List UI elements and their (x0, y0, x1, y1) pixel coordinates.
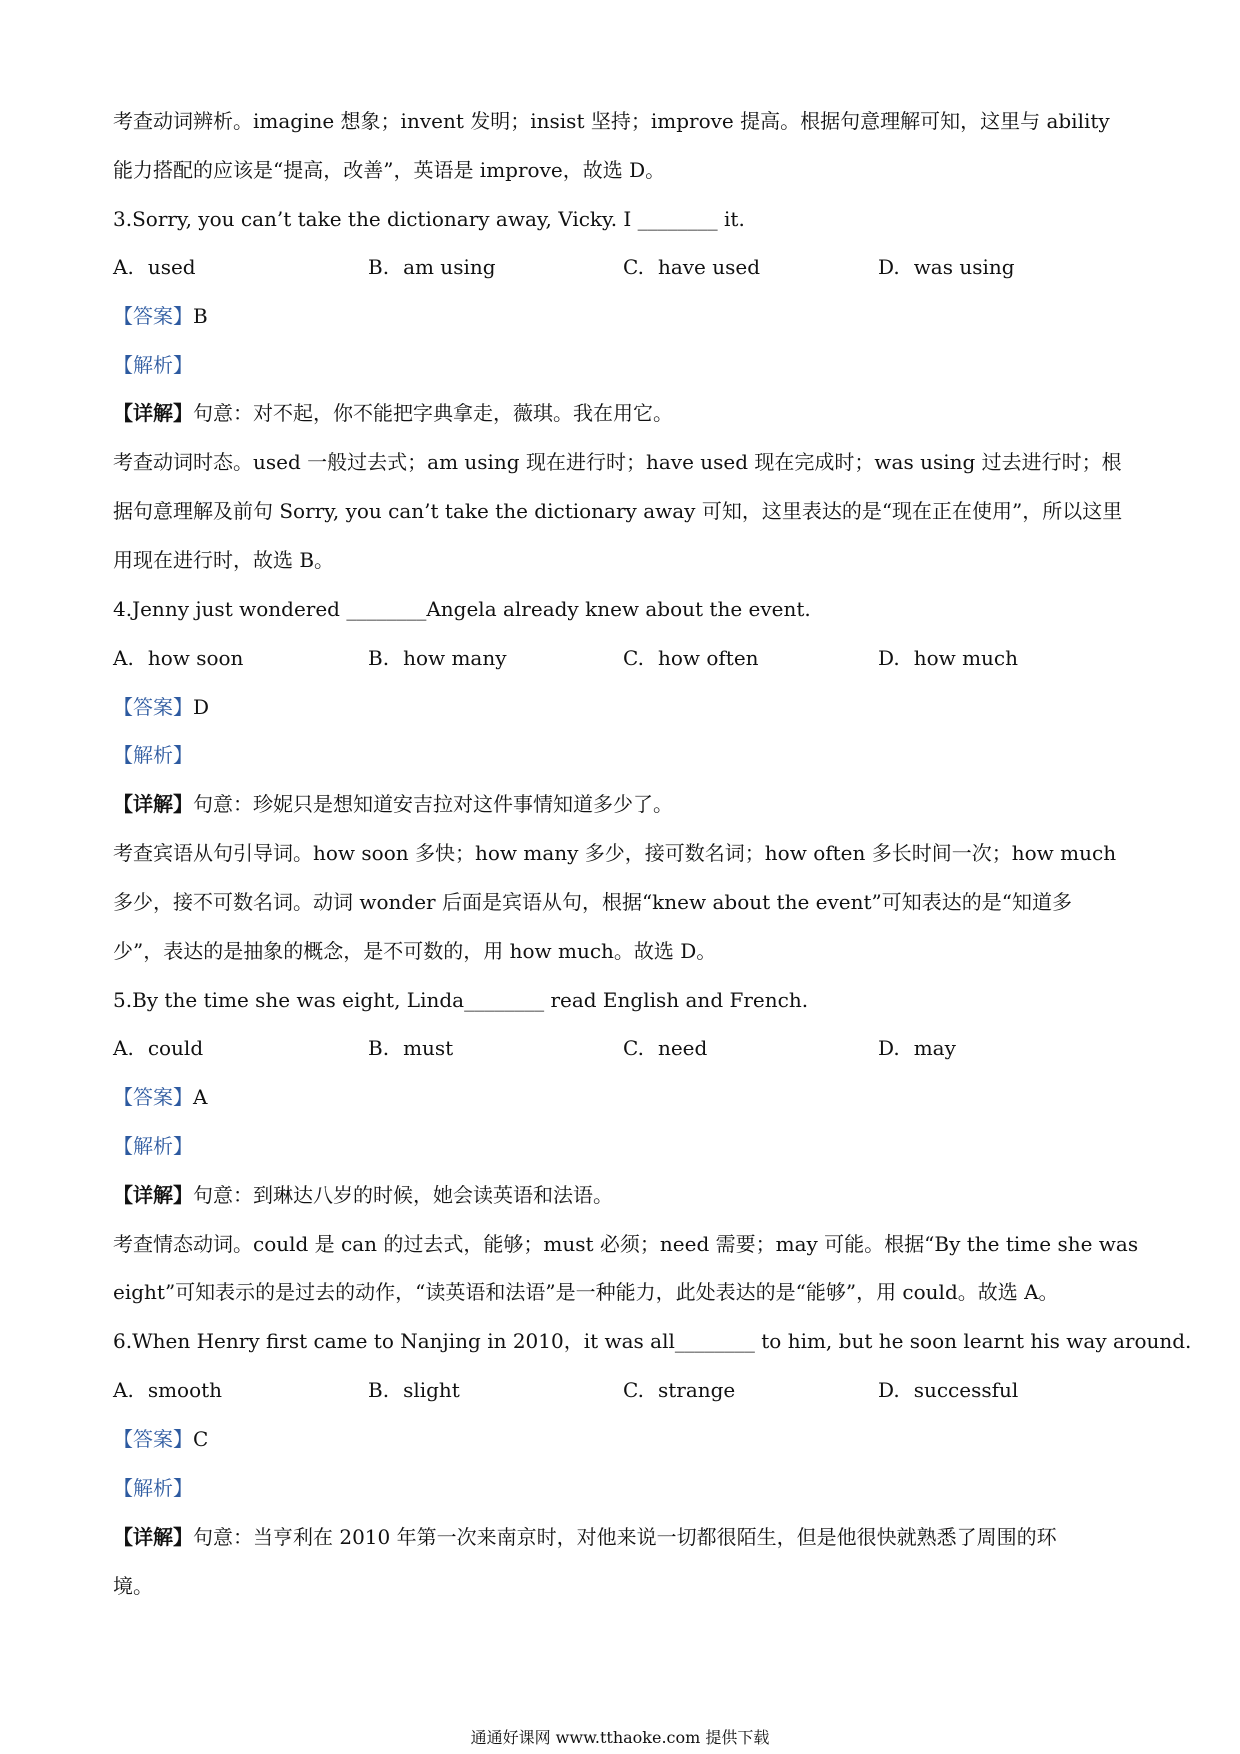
option-c (623, 1035, 707, 1061)
analysis-line-5 (113, 1133, 1133, 1159)
option-letter: A. (113, 1378, 134, 1402)
detail-tag: 【详解】 (113, 792, 193, 816)
answer-tag: 【答案】 (113, 304, 193, 328)
option-text: how many (403, 646, 507, 670)
option-d (878, 254, 1015, 280)
detail-text: 句意：珍妮只是想知道安吉拉对这件事情知道多少了。 (193, 792, 673, 816)
option-text: how often (657, 646, 759, 670)
option-b (368, 1035, 453, 1061)
option-text: could (147, 1036, 204, 1060)
explain-5-line-2: eight”可知表示的是过去的动作，“读英语和法语”是一种能力，此处表达的是“能够”，用 could。故选 A。 (113, 1280, 1059, 1304)
analysis-tag: 【解析】 (113, 1134, 193, 1158)
question-3-options (113, 254, 1133, 280)
option-text: how much (913, 646, 1019, 670)
question-3-stem: 3.Sorry, you can’t take the dictionary away, Vicky. I ________ it. (113, 207, 745, 231)
explain-4-line-1: 考查宾语从句引导词。how soon 多快；how many 多少，接可数名词；how often 多长时间一次；how much (113, 841, 1117, 865)
answer-line-4 (113, 694, 1133, 720)
question-6-stem: 6.When Henry first came to Nanjing in 2010，it was all________ to him, but he soon learnt his way around. (113, 1329, 1192, 1353)
option-letter: D. (878, 646, 900, 670)
option-a (113, 1035, 203, 1061)
option-text: have used (657, 255, 761, 279)
option-letter: B. (368, 1378, 390, 1402)
analysis-tag: 【解析】 (113, 353, 193, 377)
question-5-options (113, 1035, 1133, 1061)
explain-4-line-2: 多少，接不可数名词。动词 wonder 后面是宾语从句，根据“knew about the event”可知表达的是“知道多 (113, 890, 1072, 914)
analysis-line-3 (113, 352, 1133, 378)
question-6-options (113, 1377, 1133, 1403)
option-letter: D. (878, 255, 900, 279)
question-5-stem: 5.By the time she was eight, Linda________ read English and French. (113, 988, 809, 1012)
page-footer: 通通好课网 www.tthaoke.com 提供下载 (470, 1728, 770, 1747)
option-d (878, 1035, 956, 1061)
option-text: successful (913, 1378, 1019, 1402)
explain-3-line-3: 用现在进行时，故选 B。 (113, 548, 335, 572)
answer-value: B (193, 304, 208, 328)
option-text: how soon (147, 646, 244, 670)
option-letter: B. (368, 255, 390, 279)
detail-text: 句意：到琳达八岁的时候，她会读英语和法语。 (193, 1183, 613, 1207)
explain-3-line-1: 考查动词时态。used 一般过去式；am using 现在进行时；have used 现在完成时；was using 过去进行时；根 (113, 450, 1122, 474)
answer-value: C (193, 1427, 209, 1451)
option-letter: C. (623, 646, 644, 670)
answer-line-6 (113, 1426, 1133, 1452)
explain-5-line-1: 考查情态动词。could 是 can 的过去式，能够；must 必须；need 需要；may 可能。根据“By the time she was (113, 1232, 1139, 1256)
answer-tag: 【答案】 (113, 1085, 193, 1109)
option-b (368, 645, 507, 671)
analysis-line-4 (113, 742, 1133, 768)
option-d (878, 1377, 1018, 1403)
explain-6-line-1: 境。 (113, 1574, 153, 1598)
option-c (623, 645, 759, 671)
option-letter: D. (878, 1378, 900, 1402)
answer-value: A (193, 1085, 208, 1109)
analysis-tag: 【解析】 (113, 743, 193, 767)
detail-text: 句意：对不起，你不能把字典拿走，薇琪。我在用它。 (193, 401, 673, 425)
option-text: need (657, 1036, 708, 1060)
analysis-line-6 (113, 1475, 1133, 1501)
detail-line-6 (113, 1524, 1133, 1550)
option-b (368, 1377, 460, 1403)
option-letter: C. (623, 1036, 644, 1060)
question-4-options (113, 645, 1133, 671)
answer-line-5 (113, 1084, 1133, 1110)
option-letter: A. (113, 255, 134, 279)
option-letter: B. (368, 1036, 390, 1060)
option-c (623, 254, 760, 280)
answer-value: D (193, 695, 210, 719)
option-letter: A. (113, 1036, 134, 1060)
option-text: must (403, 1036, 454, 1060)
option-b (368, 254, 496, 280)
option-text: strange (657, 1378, 736, 1402)
detail-line-3 (113, 400, 1133, 426)
option-text: smooth (147, 1378, 223, 1402)
detail-tag: 【详解】 (113, 401, 193, 425)
option-letter: D. (878, 1036, 900, 1060)
explain-4-line-3: 少”，表达的是抽象的概念，是不可数的，用 how much。故选 D。 (113, 939, 717, 963)
option-text: was using (913, 255, 1015, 279)
option-letter: C. (623, 1378, 644, 1402)
answer-tag: 【答案】 (113, 1427, 193, 1451)
option-text: may (913, 1036, 956, 1060)
option-d (878, 645, 1018, 671)
analysis-tag: 【解析】 (113, 1476, 193, 1500)
question-4-stem: 4.Jenny just wondered ________Angela already knew about the event. (113, 597, 811, 621)
detail-line-5 (113, 1182, 1133, 1208)
answer-line-3 (113, 303, 1133, 329)
option-letter: C. (623, 255, 644, 279)
detail-tag: 【详解】 (113, 1525, 193, 1549)
detail-text: 句意：当亨利在 2010 年第一次来南京时，对他来说一切都很陌生，但是他很快就熟悉了周围的环 (193, 1525, 1057, 1549)
option-text: slight (403, 1378, 460, 1402)
option-letter: A. (113, 646, 134, 670)
option-a (113, 645, 243, 671)
detail-line-4 (113, 791, 1133, 817)
intro-line-2: 能力搭配的应该是“提高，改善”，英语是 improve，故选 D。 (113, 158, 666, 182)
option-c (623, 1377, 735, 1403)
option-a (113, 254, 196, 280)
option-letter: B. (368, 646, 390, 670)
detail-tag: 【详解】 (113, 1183, 193, 1207)
option-text: am using (403, 255, 496, 279)
answer-tag: 【答案】 (113, 695, 193, 719)
explain-3-line-2: 据句意理解及前句 Sorry, you can’t take the dictionary away 可知，这里表达的是“现在正在使用”，所以这里 (113, 499, 1123, 523)
option-a (113, 1377, 222, 1403)
option-text: used (147, 255, 196, 279)
intro-line-1: 考查动词辨析。imagine 想象；invent 发明；insist 坚持；improve 提高。根据句意理解可知，这里与 ability (113, 109, 1110, 133)
